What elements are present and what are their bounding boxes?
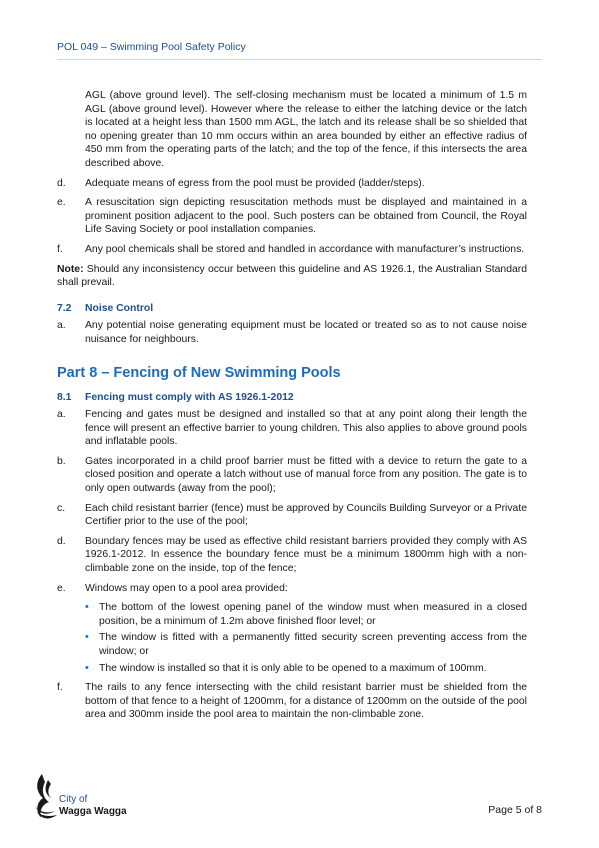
list-text: Fencing and gates must be designed and installed so that at any point along their length the fence will present an effective barrier to young children. This also applies to above ground pools and inflatable pools. — [85, 409, 527, 448]
section-heading-8-1 — [57, 391, 527, 405]
note-label: Note: — [57, 263, 84, 275]
list-item-d — [57, 535, 527, 576]
list-letter: c. — [57, 502, 66, 514]
list-item-d — [57, 177, 527, 191]
list-item-e — [57, 582, 527, 596]
list-letter: f. — [57, 243, 63, 255]
part-heading: Part 8 – Fencing of New Swimming Pools — [57, 364, 341, 381]
list-text: Boundary fences may be used as effective child resistant barriers provided they comply with AS 1926.1-2012. In essence the boundary fence must be a minimum 1800mm high with a non-climbable zone on the inside, top of the fence; — [85, 535, 527, 575]
bullet-item — [85, 601, 527, 628]
bullet-item — [85, 631, 527, 658]
bullet-text: The window is fitted with a permanently fitted security screen preventing access from the window; or — [99, 632, 527, 657]
section-number: 8.1 — [57, 391, 72, 403]
note-text: Should any inconsistency occur between this guideline and AS 1926.1, the Australian Standard shall prevail. — [57, 263, 528, 289]
list-letter: d. — [57, 535, 66, 547]
list-letter: e. — [57, 197, 66, 209]
list-letter: a. — [57, 320, 66, 332]
list-item-f — [57, 243, 527, 257]
list-text: Gates incorporated in a child proof barrier must be fitted with a device to return the gate to a closed position and operate a latch without use of manual force from any position. The gate is to only open outwards (away from the pool); — [85, 455, 527, 495]
list-letter: e. — [57, 582, 66, 594]
logo-line-2: Wagga Wagga — [59, 806, 127, 817]
page-number: Page 5 of 8 — [488, 804, 542, 816]
wave-logo-icon — [33, 772, 59, 822]
list-letter: d. — [57, 177, 66, 189]
list-text: Any pool chemicals shall be stored and handled in accordance with manufacturer’s instructions. — [85, 243, 525, 255]
page-content — [57, 89, 527, 728]
paragraph-continuation: AGL (above ground level). The self-closing mechanism must be located a minimum of 1.5 m AGL (above ground level). However where the release to either the latching device or the latch is located at a height less than 1500 mm AGL, the latch and its release shall be so shielded that no opening greater than 10 mm occurs within an area bounded by either an effective radius of 450 mm from the operating parts of the latch; and the top of the fence, if this intersects the area described above. — [85, 90, 527, 169]
list-item-a — [57, 319, 527, 346]
bullet-text: The bottom of the lowest opening panel of the window must when measured in a closed position, be a minimum of 1.2m above finished floor level; or — [99, 602, 527, 627]
list-text: The rails to any fence intersecting with the child resistant barrier must be shielded from the bottom of that fence to a height of 1200mm, for a distance of 1200mm on the outside of the pool area and 300mm inside the pool area to maintain the non-climbable zone. — [85, 682, 527, 721]
bullet-item — [85, 662, 527, 676]
bullet-text: The window is installed so that it is only able to be opened to a maximum of 100mm. — [99, 662, 487, 674]
bullet-icon: • — [85, 661, 89, 674]
list-item-a — [57, 408, 527, 449]
bullet-list — [85, 601, 527, 675]
list-item-c — [57, 502, 527, 529]
list-letter: f. — [57, 682, 63, 694]
header-divider — [57, 59, 542, 60]
list-text: Adequate means of egress from the pool must be provided (ladder/steps). — [85, 177, 425, 189]
bullet-icon: • — [85, 631, 89, 644]
header-title: POL 049 – Swimming Pool Safety Policy — [57, 41, 246, 53]
list-letter: a. — [57, 409, 66, 421]
list-text: Each child resistant barrier (fence) must be approved by Councils Building Surveyor or a Private Certifier prior to the use of the pool; — [85, 502, 527, 528]
logo-line-1: City of — [59, 794, 88, 805]
council-logo — [33, 772, 143, 822]
section-number: 7.2 — [57, 302, 72, 314]
section-title: Fencing must comply with AS 1926.1-2012 — [85, 391, 294, 403]
list-text: A resuscitation sign depicting resuscitation methods must be displayed and maintained in a prominent position adjacent to the pool. Such posters can be obtained from Council, the Royal Life Saving Society or pool installation companies. — [85, 197, 527, 236]
section-title: Noise Control — [85, 302, 154, 314]
list-text: Windows may open to a pool area provided: — [85, 582, 288, 594]
list-letter: b. — [57, 455, 66, 467]
list-text: Any potential noise generating equipment must be located or treated so as to not cause noise nuisance for neighbours. — [85, 320, 527, 345]
bullet-icon: • — [85, 601, 89, 614]
list-item-f — [57, 681, 527, 722]
note-paragraph — [57, 263, 527, 290]
section-heading-7-2 — [57, 302, 527, 316]
list-item-e — [57, 196, 527, 237]
list-item-b — [57, 455, 527, 496]
logo-text — [59, 794, 127, 818]
